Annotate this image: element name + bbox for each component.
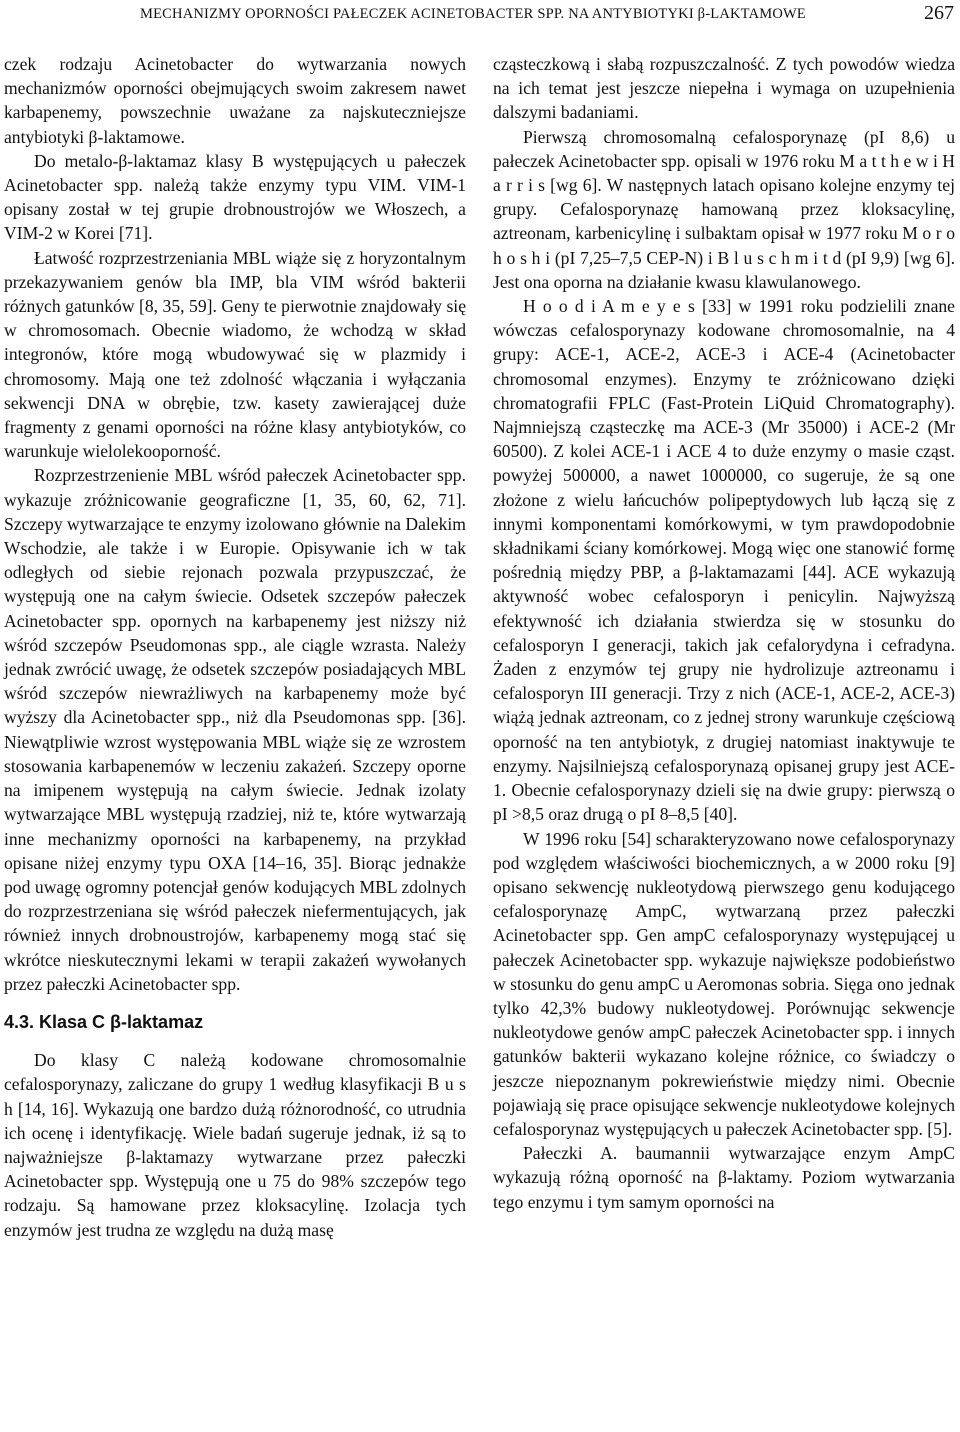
paragraph: H o o d i A m e y e s [33] w 1991 roku podzielili znane wówczas cefalosporynazy kodowane chromosomalnie, na 4 grupy: ACE-1, ACE-2, ACE-3 i ACE-4 (Acinetobacter chromosomal enzymes). Enzymy te zróżnicowano dzięki chromatografii FPLC (Fast-Protein LiQuid Chromatography). Najmniejszą cząsteczkę ma ACE-3 (Mr 35000) i ACE-2 (Mr 60500). Z kolei ACE-1 i ACE 4 to duże enzymy o masie cząst. powyżej 500000, a nawet 1000000, co sugeruje, że są one złożone z wielu łańcuchów polipeptydowych lub łączą się z innymi komponentami komórkowymi, w tym prawdopodobnie składnikami ściany komórkowej. Mogą więc one stanowić formę pośrednią między PBP, a β-laktamazami [44]. ACE wykazują aktywność wobec cefalosporyn i penicylin. Najwyższą efektywność ich działania stwierdza się w stosunku do cefalosporyn I generacji, takich jak cefalorydyna i cefradyna. Żaden z enzymów tej grupy nie hydrolizuje aztreonamu i cefalosporyn III generacji. Trzy z nich (ACE-1, ACE-2, ACE-3) wiążą jednak aztreonam, co z jednej strony warunkuje częściową oporność na ten antybiotyk, z drugiej natomiast inaktywuje te enzymy. Najsilniejszą cefalosporynazą opisanej grupy jest ACE-1. Obecnie cefalosporynazy dzieli się na dwie grupy: pierwszą o pI >8,5 oraz drugą o pI 8–8,5 [40].: [493, 296, 955, 825]
running-title: MECHANIZMY OPORNOŚCI PAŁECZEK ACINETOBACTER SPP. NA ANTYBIOTYKI β-LAKTAMOWE: [140, 6, 806, 22]
page-number: 267: [924, 2, 954, 24]
paragraph: cząsteczkową i słabą rozpuszczalność. Z tych powodów wiedza na ich temat jest jeszcze niepełna i wymaga on uzupełnienia dalszymi badaniami.: [493, 54, 955, 123]
paragraph: Pierwszą chromosomalną cefalosporynazę (pI 8,6) u pałeczek Acinetobacter spp. opisali w 1976 roku M a t t h e w i H a r r i s [wg 6]. W następnych latach opisano kolejne enzymy tej grupy. Cefalosporynazę hamowaną przez kloksacylinę, aztreonam, karbenicylinę i sulbaktam opisał w 1977 roku M o r o h o s h i (pI 7,25–7,5 CEP-N) i B l u s c h m i t d (pI 9,9) [wg 6]. Jest ona oporna na działanie kwasu klawulanowego.: [493, 126, 955, 292]
left-column: [4, 52, 466, 1242]
paragraph: Łatwość rozprzestrzeniania MBL wiąże się z horyzontalnym przekazywaniem genów bla IMP, bla VIM wśród bakterii różnych gatunków [8, 35, 59]. Geny te pierwotnie znajdowały się w chromosomach. Obecnie wiadomo, że wchodzą w skład integronów, które mogą wbudowywać się w plazmidy i chromosomy. Mają one też zdolność włączania i wyłączania sekwencji DNA w obrębie, tzw. kasety zawierającej duże fragmenty z genami oporności na różne klasy antybiotyków, co warunkuje wielolekooporność.: [4, 247, 466, 462]
paragraph: Do klasy C należą kodowane chromosomalnie cefalosporynazy, zaliczane do grupy 1 według klasyfikacji B u s h [14, 16]. Wykazują one bardzo dużą różnorodność, co utrudnia ich ocenę i identyfikację. Wiele badań sugeruje jednak, iż są to najważniejsze β-laktamazy wytwarzane przez pałeczki Acinetobacter spp. Występują one u 75 do 98% szczepów tego rodzaju. Są hamowane przez kloksacylinę. Izolacja tych enzymów jest trudna ze względu na dużą masę: [4, 1050, 466, 1240]
paragraph: W 1996 roku [54] scharakteryzowano nowe cefalosporynazy pod względem właściwości biochemicznych, a w 2000 roku [9] opisano sekwencję nukleotydową pierwszego genu kodującego cefalosporynazę AmpC, wytwarzaną przez pałeczki Acinetobacter spp. Gen ampC cefalosporynazy występującej u pałeczek Acinetobacter spp. wykazuje największe podobieństwo w stosunku do genu ampC u Aeromonas sobria. Sięga ono jednak tylko 42,3% budowy nukleotydowej. Porównując sekwencje nukleotydowe genów ampC pałeczek Acinetobacter spp. i innych gatunków bakterii wykazano kolejne różnice, co świadczy o jeszcze niepoznanym pokrewieństwie między nimi. Obecnie pojawiają się prace opisujące sekwencje nukleotydowe kolejnych cefalosporynaz występujących u pałeczek Acinetobacter spp. [5].: [493, 828, 955, 1139]
section-heading: 4.3. Klasa C β-laktamaz: [4, 1011, 204, 1032]
paragraph: Pałeczki A. baumannii wytwarzające enzym AmpC wykazują różną oporność na β-laktamy. Poziom wytwarzania tego enzymu i tym samym oporności na: [493, 1143, 955, 1212]
page-header: [0, 0, 960, 34]
paragraph: Do metalo-β-laktamaz klasy B występujących u pałeczek Acinetobacter spp. należą także enzymy typu VIM. VIM-1 opisany został w tej grupie drobnoustrojów we Włoszech, a VIM-2 w Korei [71].: [4, 150, 466, 244]
right-column: [493, 52, 955, 1214]
paragraph: czek rodzaju Acinetobacter do wytwarzania nowych mechanizmów oporności obejmujących swoim zakresem nawet karbapenemy, powszechnie uważane za najskuteczniejsze antybiotyki β-laktamowe.: [4, 54, 466, 147]
paragraph: Rozprzestrzenienie MBL wśród pałeczek Acinetobacter spp. wykazuje zróżnicowanie geograficzne [1, 35, 60, 62, 71]. Szczepy wytwarzające te enzymy izolowano głównie na Dalekim Wschodzie, ale także i w Europie. Opisywanie ich w tak odległych od siebie rejonach pozwala przypuszczać, że występują one na całym świecie. Odsetek szczepów pałeczek Acinetobacter spp. opornych na karbapenemy jest niższy niż wśród szczepów Pseudomonas spp., ale ciągle wzrasta. Należy jednak zwrócić uwagę, że odsetek szczepów posiadających MBL wśród szczepów niewrażliwych na karbapenemy może być wyższy dla Acinetobacter spp., niż dla Pseudomonas spp. [36]. Niewątpliwie wzrost występowania MBL wiąże się ze wzrostem stosowania karbapenemów w leczeniu zakażeń. Szczepy oporne na imipenem występują na całym świecie. Jednak izolaty wytwarzające MBL występują rzadziej, niż te, które wytwarzają inne mechanizmy oporności na karbapenemy, na przykład opisane niżej enzymy typu OXA [14–16, 35]. Biorąc jednakże pod uwagę ogromny potencjał genów kodujących MBL zdolnych do rozprzestrzeniana się wśród pałeczek niefermentujących, jak również innych drobnoustrojów, karbapenemy mogą stać się wkrótce nieskutecznymi lekami w terapii zakażeń wywołanych przez pałeczki Acinetobacter spp.: [4, 465, 466, 994]
